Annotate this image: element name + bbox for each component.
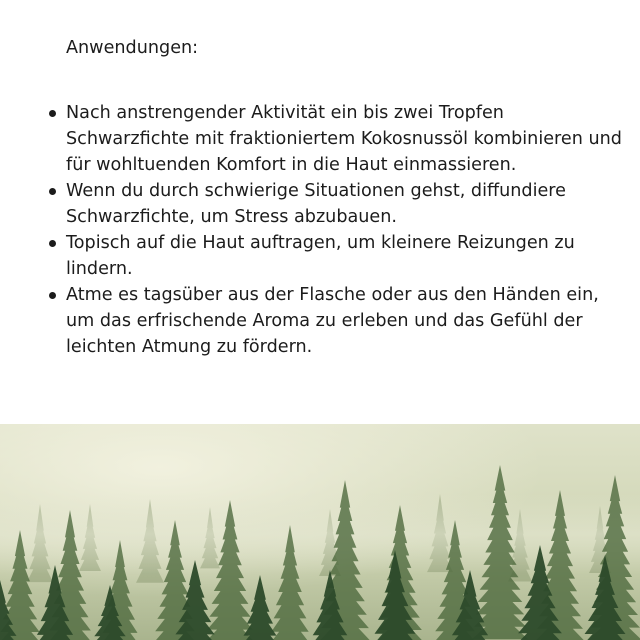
list-item-text: Topisch auf die Haut auftragen, um kleinere Reizungen zu lindern. bbox=[66, 233, 575, 279]
list-item bbox=[66, 230, 626, 282]
bullet-icon bbox=[49, 188, 56, 195]
bullet-icon bbox=[49, 110, 56, 117]
usage-heading: Anwendungen: bbox=[66, 38, 199, 58]
list-item bbox=[66, 178, 626, 230]
list-item-text: Nach anstrengender Aktivität ein bis zwei Tropfen Schwarzfichte mit fraktioniertem Kokosnussöl kombinieren und für wohltuenden Komfort in die Haut einmassieren. bbox=[66, 103, 622, 175]
list-item bbox=[66, 100, 626, 178]
bullet-icon bbox=[49, 240, 56, 247]
usage-text-block bbox=[66, 35, 626, 360]
forest-photo bbox=[0, 424, 640, 640]
list-item-text: Atme es tagsüber aus der Flasche oder aus den Händen ein, um das erfrischende Aroma zu erleben und das Gefühl der leichten Atmung zu fördern. bbox=[66, 285, 599, 357]
list-item-text: Wenn du durch schwierige Situationen gehst, diffundiere Schwarzfichte, um Stress abzubauen. bbox=[66, 181, 566, 227]
usage-list bbox=[66, 100, 626, 360]
bullet-icon bbox=[49, 292, 56, 299]
misty-forest-image bbox=[0, 424, 640, 640]
list-item bbox=[66, 282, 626, 360]
